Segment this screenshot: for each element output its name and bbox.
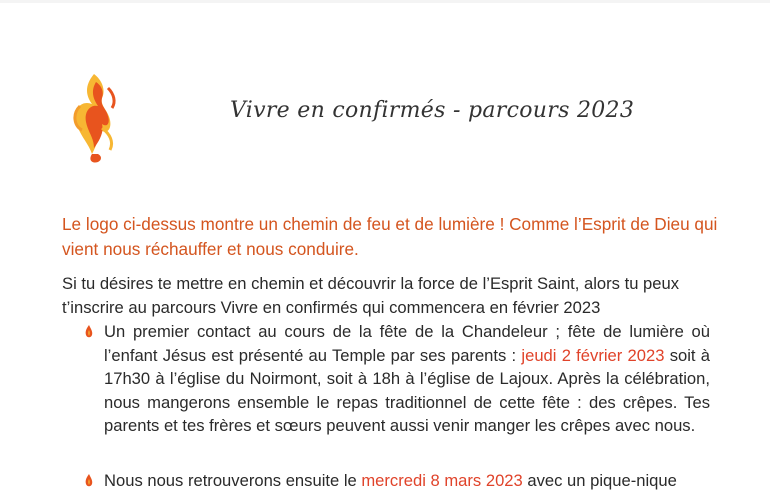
flame-bullet-icon [84, 325, 94, 339]
date-highlight: mercredi 8 mars 2023 [361, 471, 523, 490]
description-paragraph: Si tu désires te mettre en chemin et découvrir la force de l’Esprit Saint, alors tu peux t’inscrire au parcours Vivre en confirmés qui commencera en février 2023 [62, 274, 680, 317]
page-title: Vivre en confirmés - parcours 2023 [230, 98, 635, 123]
bullet-text: avec un pique-nique [522, 471, 677, 490]
bullet-text: soit à 17h30 à l’église du Noirmont, soit à 18h à l’église de Lajoux. Après la célébration, nous mangerons ensemble le repas traditionnel de cette fête : des crêpes. Tes parents et tes frères et sœurs peuvent aussi venir manger les crêpes avec nous. [104, 345, 710, 435]
flame-bullet-icon [84, 474, 94, 488]
bullet-text: Un premier contact au cours de la fête de la Chandeleur ; fête de lumière où l’enfant Jésus est présenté au Temple par ses parents : [104, 322, 710, 365]
flame-logo-icon [62, 68, 128, 168]
date-highlight: jeudi 2 février 2023 [521, 345, 665, 365]
list-item [104, 320, 710, 438]
list-item [104, 469, 710, 493]
scan-top-edge [0, 0, 770, 3]
bullet-text: Nous nous retrouverons ensuite le [104, 471, 362, 490]
intro-text: Le logo ci-dessus montre un chemin de feu et de lumière ! Comme l’Esprit de Dieu qui vient nous réchauffer et nous conduire. [62, 214, 718, 259]
